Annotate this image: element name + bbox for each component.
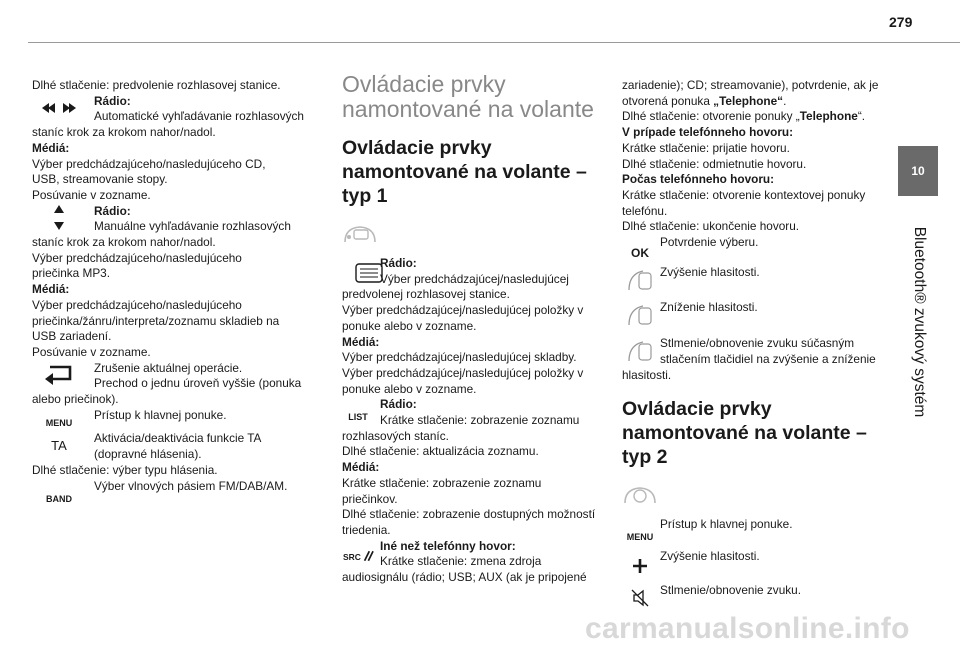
svg-text:MENU: MENU — [45, 417, 73, 428]
t2-menu-item — [622, 517, 882, 543]
text-line: rozhlasových staníc. — [342, 428, 449, 443]
text-line: Dlhé stlačenie: zobrazenie dostupných možností — [342, 507, 596, 522]
mute-wheel-icon — [622, 338, 658, 364]
text-line: Výber predchádzajúcej/nasledujúcej položky v — [342, 303, 584, 318]
text-line: USB zariadení. — [32, 329, 112, 344]
text-line: staníc krok za krokom nahor/nadol. — [32, 235, 216, 250]
volume-up-item — [622, 265, 882, 281]
text-line: Výber predchádzajúceho/nasledujúceho — [32, 297, 242, 312]
volume-down-item — [622, 300, 882, 316]
text-line: Dlhé stlačenie: aktualizácia zoznamu. — [342, 444, 539, 459]
thumbwheel-icon — [342, 260, 396, 286]
item-title: Médiá: — [32, 282, 70, 297]
column-left — [32, 78, 317, 504]
subsection-title-type1: Ovládacie prvky namontované na volante – typ 1 — [342, 137, 587, 207]
text-line: Posúvanie v zozname. — [32, 344, 151, 359]
item-title: Rádio: — [94, 203, 131, 218]
text-line: Prechod o jednu úroveň vyššie (ponuka — [94, 376, 302, 391]
text-line: ponuke alebo v zozname. — [342, 318, 477, 333]
ok-icon — [622, 239, 658, 265]
text-line: Výber predchádzajúcej/nasledujúcej skladby. — [342, 350, 577, 365]
svg-text:OK: OK — [631, 246, 649, 261]
text-line: Zvýšenie hlasitosti. — [660, 264, 760, 279]
t2-mute-item — [622, 583, 882, 599]
text-line: Zrušenie aktuálnej operácie. — [94, 360, 243, 375]
column-right — [622, 78, 882, 598]
text-line: Krátke stlačenie: prijatie hovoru. — [622, 140, 790, 155]
text-line: Výber predchádzajúceho/nasledujúceho — [32, 250, 242, 265]
watermark: carmanualsonline.info — [585, 612, 910, 645]
steering-wheel-type1-icon — [342, 222, 378, 246]
text-line: Posúvanie v zozname. — [32, 187, 151, 202]
text-line: Manuálne vyhľadávanie rozhlasových — [94, 219, 291, 234]
text-line: staníc krok za krokom nahor/nadol. — [32, 125, 216, 140]
text-line: (dopravné hlásenia). — [94, 447, 202, 462]
menu-item — [32, 407, 317, 428]
thumbwheel-item — [342, 256, 604, 397]
text-line: zariadenie); CD; streamovanie), potvrdenie, ak je — [622, 78, 879, 92]
text-line: priečinkov. — [342, 491, 398, 506]
text-line: Dlhé stlačenie: ukončenie hovoru. — [622, 219, 800, 234]
text-line: priečinka MP3. — [32, 266, 111, 281]
text-line: ponuke alebo v zozname. — [342, 381, 477, 396]
text-line: stlačením tlačidiel na zvýšenie a zníženie — [660, 351, 876, 366]
text-line: Stlmenie/obnovenie zvuku. — [660, 582, 801, 597]
text-line: triedenia. — [342, 522, 391, 537]
ta-icon — [32, 432, 86, 458]
seek-item — [32, 94, 317, 204]
text-line: Dlhé stlačenie: otvorenie ponuky „Telephone“. — [622, 109, 866, 124]
svg-text:MENU: MENU — [626, 532, 654, 543]
text-line: Dlhé stlačenie: odmietnutie hovoru. — [622, 156, 807, 171]
text-line: priečinka/žánru/interpreta/zoznamu skladieb na — [32, 313, 280, 328]
t2-volume-up-item — [622, 549, 882, 565]
text-line: Zvýšenie hlasitosti. — [660, 548, 760, 563]
svg-text:BAND: BAND — [46, 493, 72, 504]
column-middle — [342, 71, 604, 586]
text-line: Výber predchádzajúcej/nasledujúcej položky v — [342, 365, 584, 380]
steering-wheel-type2-icon — [622, 483, 658, 507]
ta-item — [32, 431, 317, 478]
item-title: Rádio: — [380, 397, 417, 412]
text-line: Krátke stlačenie: zobrazenie zoznamu — [380, 413, 580, 428]
text-line: Prístup k hlavnej ponuke. — [660, 517, 793, 532]
header-divider — [28, 42, 960, 43]
text-line: Dlhé stlačenie: výber typu hlásenia. — [32, 462, 218, 477]
src-phone-icon — [342, 543, 374, 569]
list-icon — [342, 403, 374, 429]
text-line: Výber vlnových pásiem FM/DAB/AM. — [94, 478, 288, 493]
text-line: Dlhé stlačenie: predvolenie rozhlasovej stanice. — [32, 78, 281, 92]
text-line: Automatické vyhľadávanie rozhlasových — [94, 109, 304, 124]
text-line: hlasitosti. — [622, 367, 672, 382]
up-down-arrows-icon — [32, 205, 86, 231]
mute-speaker-icon — [622, 585, 658, 611]
text-line: telefónu. — [622, 203, 668, 218]
ok-item — [622, 235, 882, 261]
back-item — [32, 361, 317, 408]
item-title: Počas telefónneho hovoru: — [622, 172, 775, 187]
item-title: Rádio: — [94, 93, 131, 108]
item-title: Médiá: — [32, 140, 70, 155]
band-icon — [32, 485, 86, 511]
text-line: otvorená ponuka „Telephone“. — [622, 93, 787, 108]
text-line: predvolenej rozhlasovej stanice. — [342, 287, 510, 302]
text-line: Výber predchádzajúceho/nasledujúceho CD, — [32, 156, 266, 171]
text-line: Aktivácia/deaktivácia funkcie TA — [94, 431, 262, 446]
svg-text:LIST: LIST — [348, 412, 368, 423]
volume-down-wheel-icon — [622, 302, 658, 328]
text-line: Krátke stlačenie: zobrazenie zoznamu — [342, 475, 542, 490]
back-arrow-icon — [32, 362, 86, 388]
chapter-number-tab[interactable]: 10 — [898, 146, 938, 196]
text-line: Výber predchádzajúcej/nasledujúcej — [380, 271, 569, 286]
updown-item — [32, 204, 317, 361]
seek-arrows-icon — [32, 95, 86, 121]
svg-text:SRC: SRC — [342, 551, 361, 562]
item-title: Médiá: — [342, 334, 380, 349]
text-line: Krátke stlačenie: zmena zdroja — [380, 554, 542, 569]
text-line: Stlmenie/obnovenie zvuku súčasným — [660, 336, 855, 351]
text-line: Prístup k hlavnej ponuke. — [94, 407, 227, 422]
page-number: 279 — [889, 14, 913, 30]
section-title: Ovládacie prvky namontované na volante — [342, 71, 594, 122]
text-line: alebo priečinok). — [32, 392, 119, 407]
text-line: audiosignálu (rádio; USB; AUX (ak je pripojené — [342, 570, 587, 585]
band-item — [32, 478, 317, 504]
text-line: USB, streamovanie stopy. — [32, 172, 168, 187]
plus-icon — [622, 553, 658, 579]
text-line: Krátke stlačenie: otvorenie kontextovej ponuky — [622, 187, 866, 202]
menu-icon — [622, 523, 658, 549]
item-title: Médiá: — [342, 460, 380, 475]
item-title: V prípade telefónneho hovoru: — [622, 125, 794, 140]
text-line: Zníženie hlasitosti. — [660, 300, 758, 315]
item-title: Iné než telefónny hovor: — [380, 538, 516, 553]
src-item — [342, 539, 604, 586]
list-item — [342, 397, 604, 538]
mute-item — [622, 336, 882, 383]
chapter-title: Bluetooth® zvukový systém — [911, 226, 928, 418]
svg-text:TA: TA — [51, 438, 67, 454]
subsection-title-type2: Ovládacie prvky namontované na volante – typ 2 — [622, 398, 867, 469]
item-title: Rádio: — [380, 256, 417, 270]
volume-up-wheel-icon — [622, 267, 658, 293]
text-line: Potvrdenie výberu. — [660, 235, 759, 250]
